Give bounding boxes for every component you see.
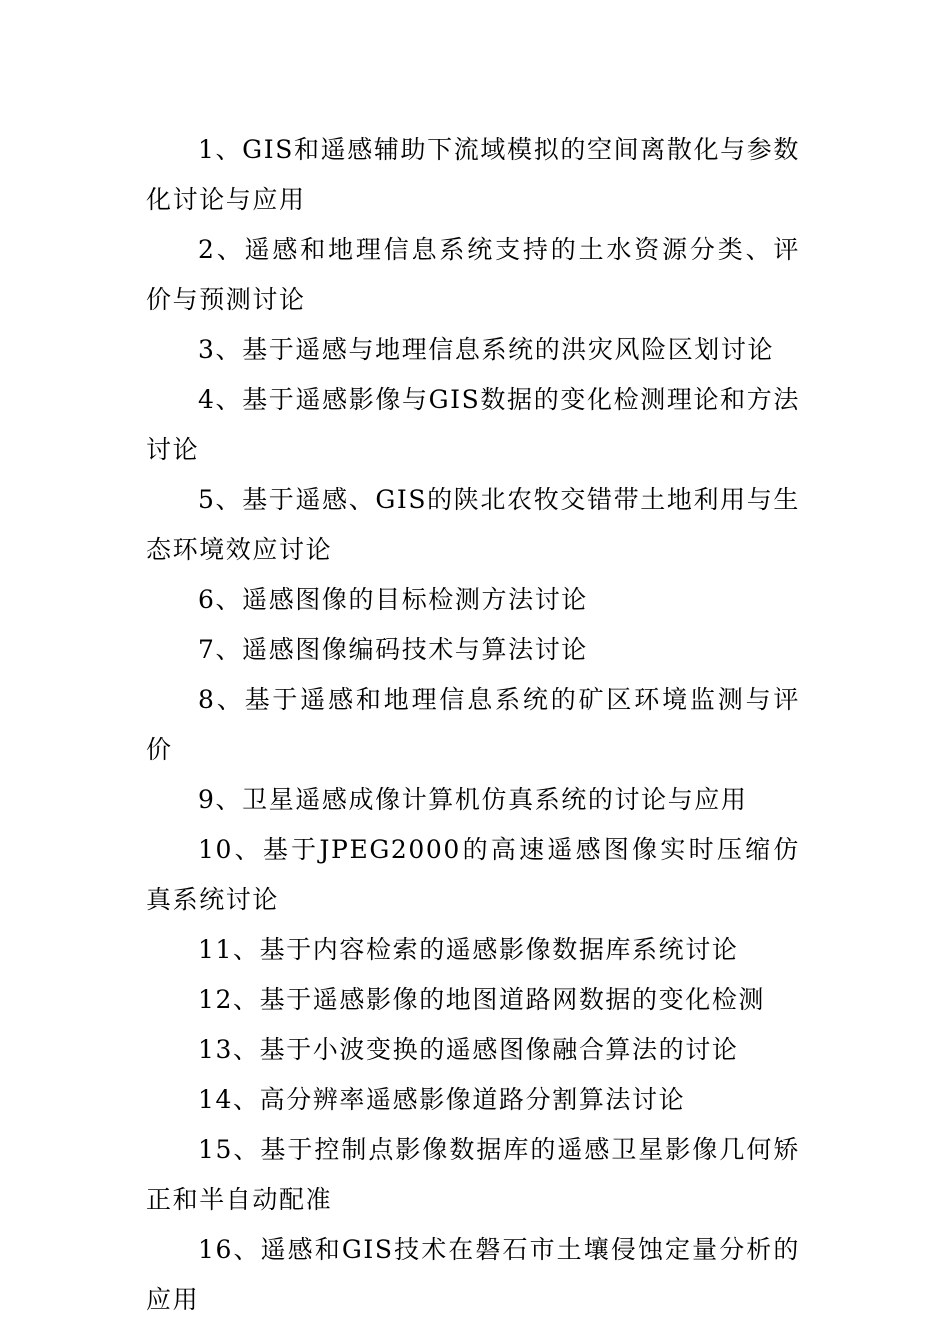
topic-item: 1、GIS和遥感辅助下流域模拟的空间离散化与参数化讨论与应用: [146, 135, 800, 214]
topic-item: 4、基于遥感影像与GIS数据的变化检测理论和方法讨论: [146, 385, 800, 464]
topic-item: 11、基于内容检索的遥感影像数据库系统讨论: [198, 935, 739, 964]
topic-item: 13、基于小波变换的遥感图像融合算法的讨论: [198, 1035, 739, 1064]
topic-item: 14、高分辨率遥感影像道路分割算法讨论: [198, 1085, 686, 1114]
topic-item: 3、基于遥感与地理信息系统的洪灾风险区划讨论: [198, 335, 775, 364]
topic-item: 5、基于遥感、GIS的陕北农牧交错带土地利用与生态环境效应讨论: [146, 485, 800, 564]
topic-item: 15、基于控制点影像数据库的遥感卫星影像几何矫正和半自动配准: [146, 1135, 800, 1214]
topic-item: 7、遥感图像编码技术与算法讨论: [198, 635, 588, 664]
topic-item: 2、遥感和地理信息系统支持的土水资源分类、评价与预测讨论: [146, 235, 800, 314]
topic-item: 16、遥感和GIS技术在磐石市土壤侵蚀定量分析的应用: [146, 1235, 800, 1314]
topic-item: 10、基于JPEG2000的高速遥感图像实时压缩仿真系统讨论: [146, 835, 800, 914]
topic-item: 6、遥感图像的目标检测方法讨论: [198, 585, 588, 614]
topic-item: 9、卫星遥感成像计算机仿真系统的讨论与应用: [198, 785, 748, 814]
topic-item: 8、基于遥感和地理信息系统的矿区环境监测与评价: [146, 685, 800, 764]
topic-item: 12、基于遥感影像的地图道路网数据的变化检测: [198, 985, 766, 1014]
topic-list: [146, 125, 800, 1325]
